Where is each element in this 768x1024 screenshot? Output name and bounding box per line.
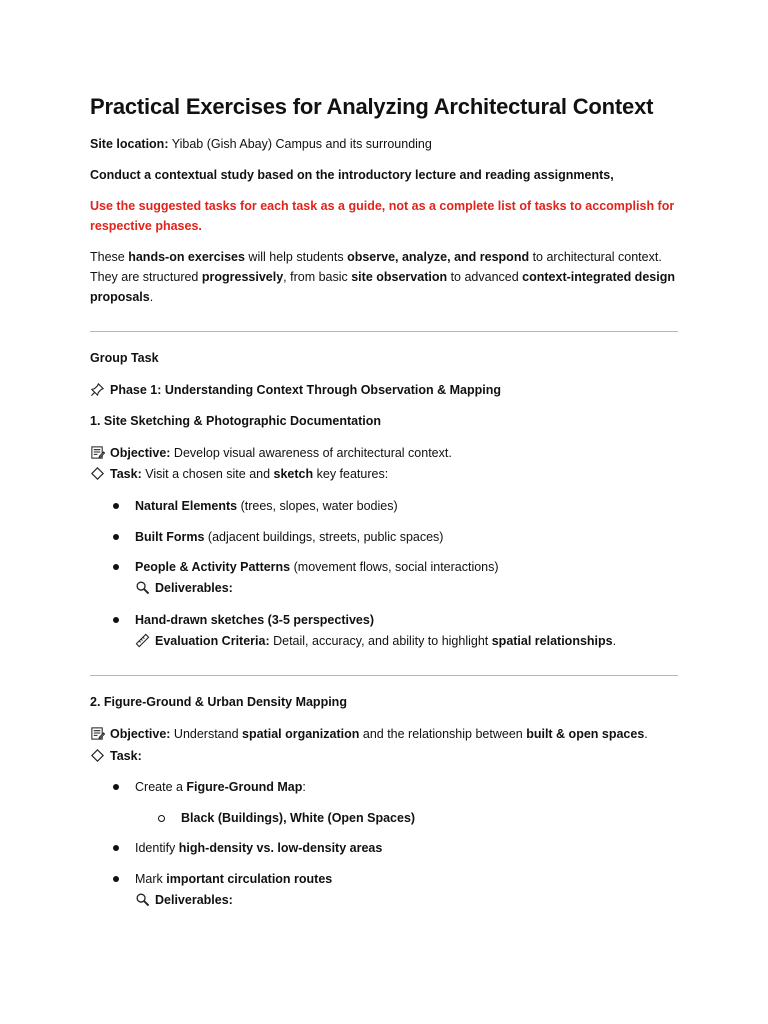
objective-text: . xyxy=(644,727,648,741)
evaluation-criteria xyxy=(135,631,616,651)
evaluation-text: Detail, accuracy, and ability to highlight xyxy=(269,634,492,648)
list-item xyxy=(135,496,398,516)
site-location-label: Site location: xyxy=(90,137,169,151)
intro-bold: site observation xyxy=(351,270,448,284)
bullet-marker xyxy=(113,534,119,540)
list-item-text: (movement flows, social interactions) xyxy=(290,560,499,574)
evaluation-text: . xyxy=(612,634,617,648)
bullet-marker xyxy=(113,876,119,882)
intro-text: These xyxy=(90,250,129,264)
list-item xyxy=(135,527,443,547)
diamond-icon xyxy=(90,466,105,481)
intro-text: . xyxy=(149,290,154,304)
task-label: Task: xyxy=(110,749,142,763)
list-item-text: Identify xyxy=(135,841,179,855)
deliverables-label: Deliverables: xyxy=(155,581,233,595)
objective-bold: spatial organization xyxy=(242,727,360,741)
ruler-icon xyxy=(135,633,150,648)
list-item-text: Mark xyxy=(135,872,167,886)
list-item xyxy=(135,557,499,577)
intro-text: They are structured xyxy=(90,270,202,284)
sub-bullet-marker xyxy=(158,815,165,822)
intro-line-1 xyxy=(90,247,662,267)
deliverables-line xyxy=(135,578,233,598)
list-item-text: (adjacent buildings, streets, public spaces) xyxy=(204,530,444,544)
objective-bold: built & open spaces xyxy=(526,727,645,741)
memo-icon xyxy=(90,726,105,741)
sub-list-item: Black (Buildings), White (Open Spaces) xyxy=(181,811,416,825)
task-text: key features: xyxy=(313,467,389,481)
list-item-bold: high-density vs. low-density areas xyxy=(178,841,383,855)
group-task-heading: Group Task xyxy=(90,351,159,365)
intro-bold: observe, analyze, and respond xyxy=(347,250,530,264)
section-2-objective xyxy=(90,724,648,744)
site-location-value: Yibab (Gish Abay) Campus and its surrounding xyxy=(168,137,432,151)
memo-icon xyxy=(90,445,105,460)
document-title: Practical Exercises for Analyzing Architectural Context xyxy=(90,94,654,119)
deliverables-line xyxy=(135,890,233,910)
list-item-text: (trees, slopes, water bodies) xyxy=(237,499,398,513)
list-item xyxy=(135,869,332,889)
objective-label: Objective: xyxy=(110,727,171,741)
list-item xyxy=(135,777,306,797)
divider xyxy=(90,331,678,332)
list-item-text: : xyxy=(302,780,306,794)
task-text: Visit a chosen site and xyxy=(141,467,274,481)
diamond-icon xyxy=(90,748,105,763)
section-2-heading: 2. Figure-Ground & Urban Density Mapping xyxy=(90,695,347,709)
phase-1-title: Phase 1: Understanding Context Through Observation & Mapping xyxy=(110,383,501,397)
site-location xyxy=(90,134,432,154)
bullet-marker xyxy=(113,564,119,570)
task-bold: sketch xyxy=(273,467,314,481)
list-item-bold: Figure-Ground Map xyxy=(186,780,303,794)
intro-text: to architectural context. xyxy=(529,250,662,264)
intro-text: to advanced xyxy=(447,270,523,284)
evaluation-label: Evaluation Criteria: xyxy=(155,634,270,648)
objective-text: Understand xyxy=(170,727,243,741)
evaluation-bold: spatial relationships xyxy=(491,634,613,648)
intro-bold: progressively xyxy=(201,270,284,284)
bullet-marker xyxy=(113,503,119,509)
intro-text: , from basic xyxy=(283,270,352,284)
intro-bold: proposals xyxy=(90,290,150,304)
magnifier-icon xyxy=(135,580,150,595)
list-item-bold: People & Activity Patterns xyxy=(135,560,291,574)
list-item-bold: important circulation routes xyxy=(166,872,333,886)
list-item-text: Create a xyxy=(135,780,187,794)
intro-line-2 xyxy=(90,267,675,287)
guide-note-line-2: respective phases. xyxy=(90,219,202,233)
section-2-task xyxy=(90,746,142,766)
list-item-bold: Built Forms xyxy=(135,530,205,544)
intro-bold: context-integrated design xyxy=(522,270,675,284)
task-label: Task: xyxy=(110,467,142,481)
section-1-task xyxy=(90,464,388,484)
conduct-instruction: Conduct a contextual study based on the introductory lecture and reading assignments, xyxy=(90,168,614,182)
guide-note-line-1: Use the suggested tasks for each task as a guide, not as a complete list of tasks to accomplish for xyxy=(90,199,675,213)
intro-text: will help students xyxy=(244,250,348,264)
list-item xyxy=(135,838,382,858)
divider xyxy=(90,675,678,676)
magnifier-icon xyxy=(135,892,150,907)
list-item: Hand-drawn sketches (3-5 perspectives) xyxy=(135,613,374,627)
section-1-objective xyxy=(90,443,452,463)
bullet-marker xyxy=(113,845,119,851)
objective-text: Develop visual awareness of architectural context. xyxy=(170,446,452,460)
pushpin-icon xyxy=(90,382,105,397)
list-item-bold: Natural Elements xyxy=(135,499,238,513)
objective-label: Objective: xyxy=(110,446,171,460)
objective-text: and the relationship between xyxy=(359,727,527,741)
section-1-heading: 1. Site Sketching & Photographic Documentation xyxy=(90,414,382,428)
intro-bold: hands-on exercises xyxy=(128,250,245,264)
deliverables-label: Deliverables: xyxy=(155,893,233,907)
bullet-marker xyxy=(113,784,119,790)
intro-line-3 xyxy=(90,287,153,307)
phase-1-heading xyxy=(90,380,501,400)
bullet-marker xyxy=(113,617,119,623)
